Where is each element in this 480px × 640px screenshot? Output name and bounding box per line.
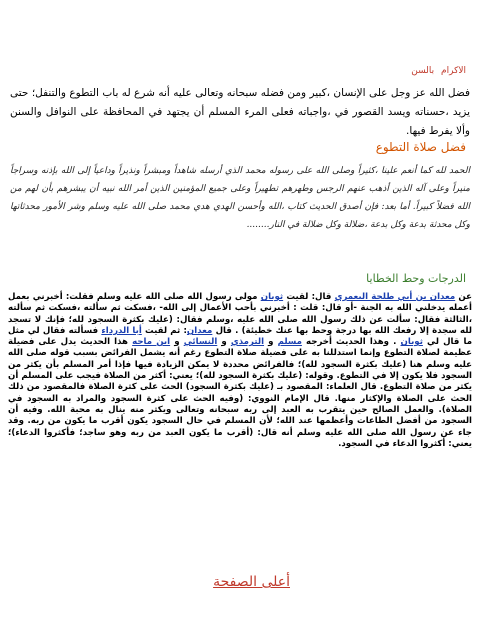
hadith-text: قال: لقيت — [283, 292, 335, 302]
source-link-ibnmajah[interactable]: ابن ماجه — [132, 337, 171, 348]
back-to-top-link[interactable]: أعلى الصفحة — [213, 574, 290, 590]
breadcrumb-item[interactable]: الاكرام — [441, 66, 466, 76]
source-link-tirmidhi[interactable]: الترمذي — [230, 337, 265, 348]
source-link-muslim[interactable]: مسلم — [277, 337, 302, 348]
breadcrumb-item[interactable]: بالسن — [411, 66, 435, 76]
hadith-text: و — [170, 337, 184, 348]
hadith-text: عن — [455, 292, 473, 302]
hadith-paragraph — [8, 292, 472, 450]
hadith-text: مولى رسول الله صلى الله عليه وسلم فقلت: أخبرني بعمل أعمله يدخلني الله به الجنة -أو قال: قلت : أخبرني بأحب الأعمال إلى الله- ،فسكت ثم سألته ،فسكت ثم سألته ،الثالثة فقال: سألت عن ذلك رسول الله صلى الله عليه ،وسلم فقال: (عليك بكثرة السجود لله؛ فإنك لا تسجد لله سجدة إلا رفعك الله بها درجة وحط بها عنك خطيئة) . قال — [8, 292, 472, 336]
narrator-link-abudarda[interactable]: أبا الدرداء — [101, 325, 142, 336]
hadith-text: فسألته فقال لي مثل ما قال لي — [8, 325, 473, 348]
hadith-body — [8, 292, 472, 450]
breadcrumb — [411, 66, 466, 76]
narrator-link-thawban[interactable]: ثوبان — [260, 292, 284, 302]
intro-paragraph: فضل الله عز وجل على الإنسان ،كبير ومن فضله سبحانه وتعالى عليه أنه شرع له باب التطوع والتنفل؛ حتى يزيد ،حسناته ويسد القصور في ،واجباته فعلى المرء المسلم أن يجتهد في المحافظة على النوافل والسنن وألا يفرط فيها. — [10, 87, 470, 137]
narrator-link-madan-full[interactable]: معدان بن أبي طلحة اليعمري — [334, 292, 456, 302]
hadith-text: . وهذا الحديث أخرجه — [301, 337, 401, 348]
hadith-text: و — [217, 337, 231, 348]
hadith-text: : ثم لقيت — [141, 325, 187, 336]
breadcrumb-separator — [436, 66, 439, 76]
section-heading-fadl: فضل صلاة التطوع — [375, 140, 466, 154]
hadith-text: هذا الحديث يدل على فضيلة عظيمة لصلاة التطوع وإنما استدللنا به على فضيلة صلاة التطوع رغم أنه يشمل الفرائض بسبب قوله صلى الله عليه وسلم هنا (عليك بكثرة السجود لله)؛ فالفرائض محددة لا يمكن الزيادة فيها فإذا أمر المسلم بأن يكثر من السجود فلا يكون إلا في التطوع. وقوله: (عليك بكثرة السجود لله)؛ يعني: أكثر من الصلاة فيجب على المسلم أن يكثر من صلاة التطوع. قال العلماء: المقصود بـ (عليك بكثرة السجود) الحث على كثرة الصلاة فالمقصود من ذلك الحث على الصلاة والإكثار منها. قال الإمام النووي: (وفيه الحث على كثرة السجود والمراد به السجود في الصلاة). والعمل الصالح حين يتقرب به العبد إلى ربه سبحانه وتعالى ويكثر منه ينال به محبة الله. وفيه أن السجود من أفضل الطاعات وأعظمها عند الله؛ لأن المسلم في حال السجود يكون أقرب ما يكون من ربه. وقد جاء عن رسول الله صلى الله عليه وسلم أنه قال: (أقرب ما يكون العبد من ربه وهو ساجد؛ فأكثروا الدعاء)؛ يعني: أكثروا الدعاء في السجود. — [8, 337, 472, 449]
section-heading-darajat: الدرجات وحط الخطايا — [366, 272, 466, 285]
narrator-link-thawban[interactable]: ثوبان — [400, 337, 423, 348]
handwritten-preface: الحمد لله كما أنعم علينا ،كثيراً وصلى الله على رسوله محمد الذي أرسله شاهداً ومبشراً ونذيراً وداعياً إلى الله بإذنه وسراجاً منيراً وعلى آله الذين أذهب عنهم الرجس وطهرهم تطهيراً وعلى جميع المؤمنين الذين أمر الله نبيه أن يبشرهم بأن لهم من الله فضلاً كبيراً. أما بعد: فإن أصدق الحديث كتاب ،الله وأحسن الهدي هدي محمد صلى الله عليه وسلم وشر الأمور محدثاتها وكل محدثة بدعة وكل بدعة ،ضلالة وكل ضلالة في النار........ — [10, 166, 470, 230]
hadith-text: و — [264, 337, 278, 348]
narrator-link-madan[interactable]: معدان — [186, 325, 213, 336]
source-link-nasai[interactable]: النسائي — [183, 337, 218, 348]
